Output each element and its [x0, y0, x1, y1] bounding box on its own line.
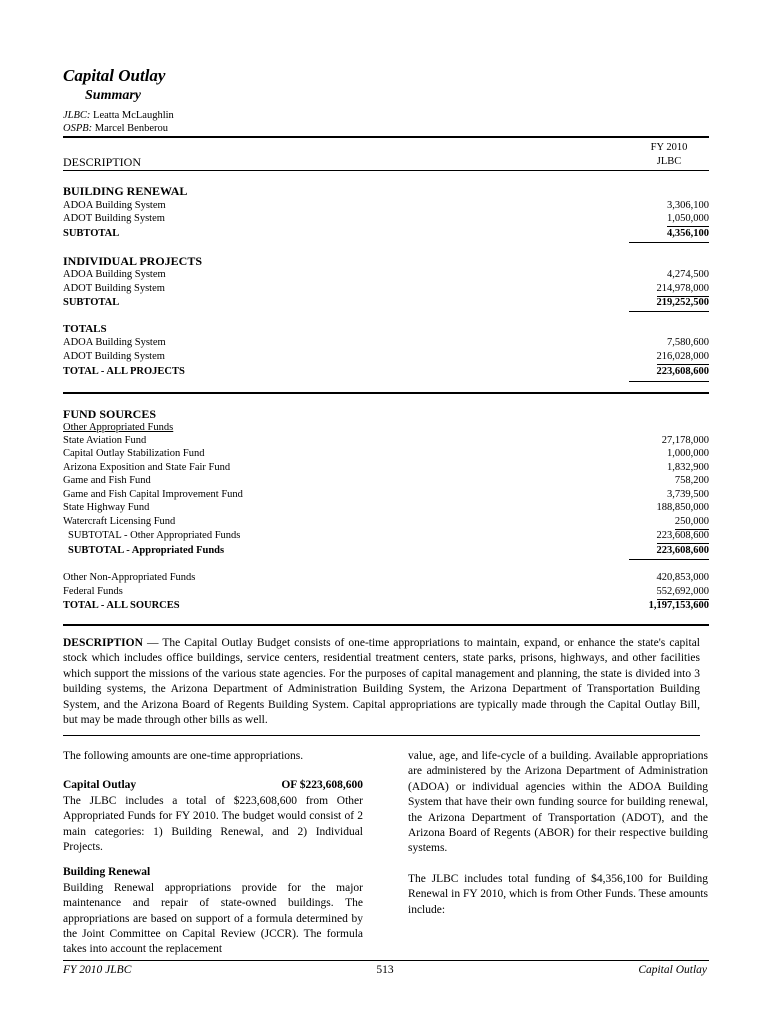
subtotal-label: SUBTOTAL — [63, 228, 120, 239]
jlbc-label: JLBC: — [63, 110, 91, 121]
description-paragraph — [63, 636, 700, 728]
row-label: ADOA Building System — [63, 200, 166, 211]
capital-outlay-text: The JLBC includes a total of $223,608,600 from Other Appropriated Funds for FY 2010. The budget would consist of 2 main categories: 1) Building Renewal, and 2) Individual Projects. — [63, 794, 363, 854]
row-value: 3,306,100 — [667, 200, 709, 211]
row-value: 214,978,000 — [657, 282, 710, 297]
subtotal-label: SUBTOTAL — [63, 297, 120, 308]
footer-right: Capital Outlay — [638, 964, 707, 976]
total-value: 1,197,153,600 — [648, 600, 709, 611]
section-individual-projects: INDIVIDUAL PROJECTS — [63, 254, 203, 268]
subtotal-value: 219,252,500 — [656, 297, 709, 308]
subtotal-row — [63, 544, 709, 558]
section-fund-sources: FUND SOURCES — [63, 407, 157, 421]
row-label: Game and Fish Capital Improvement Fund — [63, 489, 243, 500]
total-value: 223,608,600 — [656, 366, 709, 377]
section-totals: TOTALS — [63, 323, 107, 335]
jlbc-analyst — [63, 110, 174, 121]
subtotal-row — [63, 529, 709, 543]
subtotal-row — [63, 296, 709, 310]
left-column — [63, 749, 363, 958]
subtotal-value: 4,356,100 — [667, 228, 709, 239]
description-text: — The Capital Outlay Budget consists of one-time appropriations to maintain, expand, or enhance the state's capital stock which includes office buildings, service centers, residential treatment centers, state parks, prisons, highways, and other facilities which support the missions of the various state agencies. For the purposes of capital management and planning, the state is divided into 3 building systems, the Arizona Department of Administration Building System, the Arizona Department of Transportation Building System, and the Arizona Board of Regents Building System. Capital appropriations are typically made through the Capital Outlay Bill, but may be made through other bills as well. — [63, 637, 700, 727]
table-row — [63, 488, 709, 502]
fund-subheading-row — [63, 421, 709, 435]
row-value: 758,200 — [674, 475, 709, 486]
section-divider — [63, 392, 709, 394]
column-header-rule — [63, 170, 709, 171]
row-label: State Aviation Fund — [63, 435, 147, 446]
subtotal-rule — [629, 559, 709, 560]
section-divider — [63, 624, 709, 626]
total-label: TOTAL - ALL PROJECTS — [63, 366, 185, 377]
row-label: State Highway Fund — [63, 502, 150, 513]
total-label: TOTAL - ALL SOURCES — [63, 600, 180, 611]
table-row — [63, 474, 709, 488]
row-label: ADOA Building System — [63, 337, 166, 348]
other-subtotal-value: 223,608,600 — [657, 529, 710, 544]
section-building-renewal: BUILDING RENEWAL — [63, 184, 188, 198]
fund-subheading: Other Appropriated Funds — [63, 422, 174, 433]
table-row — [63, 282, 709, 296]
table-row — [63, 461, 709, 475]
footer-rule — [63, 960, 709, 961]
table-row — [63, 585, 709, 599]
right-column — [408, 749, 708, 918]
table-row — [63, 212, 709, 226]
row-label: Watercraft Licensing Fund — [63, 516, 176, 527]
row-value: 4,274,500 — [667, 269, 709, 280]
row-label: Other Non-Appropriated Funds — [63, 572, 196, 583]
row-label: Capital Outlay Stabilization Fund — [63, 448, 205, 459]
row-value: 188,850,000 — [656, 502, 709, 513]
table-row — [63, 268, 709, 282]
row-value: 3,739,500 — [667, 489, 709, 500]
total-row — [63, 365, 709, 379]
row-value: 27,178,000 — [661, 435, 709, 446]
page-title: Capital Outlay — [63, 66, 166, 85]
total-row — [63, 599, 709, 613]
column-description: DESCRIPTION — [63, 155, 142, 169]
table-row — [63, 199, 709, 213]
capital-outlay-heading: Capital Outlay — [63, 779, 137, 792]
table-row — [63, 515, 709, 529]
jlbc-name: Leatta McLaughlin — [93, 110, 174, 121]
totals-heading-row — [63, 322, 709, 336]
building-renewal-text: Building Renewal appropriations provide for the major maintenance and repair of state-owned buildings. The appropriations are based on support of a formula determined by the Joint Committee on Capital Review (JCCR). The formula takes into account the replacement — [63, 881, 363, 956]
subtotal-rule — [629, 242, 709, 243]
row-label: ADOT Building System — [63, 213, 165, 224]
column-year: FY 2010 — [650, 142, 688, 153]
row-label: Arizona Exposition and State Fair Fund — [63, 462, 231, 473]
page-subtitle: Summary — [85, 88, 142, 103]
table-row — [63, 350, 709, 364]
subtotal-row — [63, 227, 709, 241]
appropriated-subtotal-value: 223,608,600 — [656, 545, 709, 556]
table-row — [63, 434, 709, 448]
row-label: Game and Fish Fund — [63, 475, 151, 486]
other-subtotal-label: SUBTOTAL - Other Appropriated Funds — [68, 530, 241, 541]
ospb-label: OSPB: — [63, 123, 93, 134]
building-renewal-heading: Building Renewal — [63, 866, 151, 879]
table-row — [63, 447, 709, 461]
right-paragraph-1: value, age, and life-cycle of a building. Available appropriations are administered by the Arizona Department of Administration (ADOA) or individual agencies within the ADOA Building System that have their own funding source for building renewal, the Arizona Department of Transportation (ADOT), and the Arizona Board of Regents (ABOR) for their respective building systems. — [408, 750, 708, 855]
page-number: 513 — [376, 964, 394, 976]
row-value: 216,028,000 — [657, 350, 710, 365]
row-label: ADOT Building System — [63, 351, 165, 362]
ospb-name: Marcel Benberou — [94, 123, 168, 134]
capital-outlay-heading-line — [63, 778, 363, 793]
row-label: ADOA Building System — [63, 269, 166, 280]
table-row — [63, 571, 709, 585]
right-paragraph-2: The JLBC includes total funding of $4,356,100 for Building Renewal in FY 2010, which is from Other Funds. These amounts include: — [408, 872, 708, 916]
row-value: 250,000 — [675, 515, 709, 530]
ospb-analyst — [63, 123, 168, 134]
table-row — [63, 501, 709, 515]
row-value: 7,580,600 — [667, 337, 709, 348]
subtotal-rule — [629, 311, 709, 312]
row-value: 1,000,000 — [667, 448, 709, 459]
appropriated-subtotal-label: SUBTOTAL - Appropriated Funds — [68, 545, 225, 556]
header-rule — [63, 136, 709, 138]
row-label: Federal Funds — [63, 586, 123, 597]
description-rule — [63, 735, 700, 736]
description-lead: DESCRIPTION — [63, 637, 143, 649]
capital-outlay-amount: OF $223,608,600 — [281, 779, 363, 792]
row-value: 420,853,000 — [656, 572, 709, 583]
footer-left: FY 2010 JLBC — [63, 964, 132, 976]
row-label: ADOT Building System — [63, 283, 165, 294]
row-value: 1,832,900 — [667, 462, 709, 473]
table-row — [63, 336, 709, 350]
total-rule — [629, 381, 709, 382]
row-value: 552,692,000 — [657, 585, 710, 600]
row-value: 1,050,000 — [667, 212, 709, 227]
intro-text: The following amounts are one-time appropriations. — [63, 750, 304, 762]
column-agency: JLBC — [656, 156, 682, 167]
